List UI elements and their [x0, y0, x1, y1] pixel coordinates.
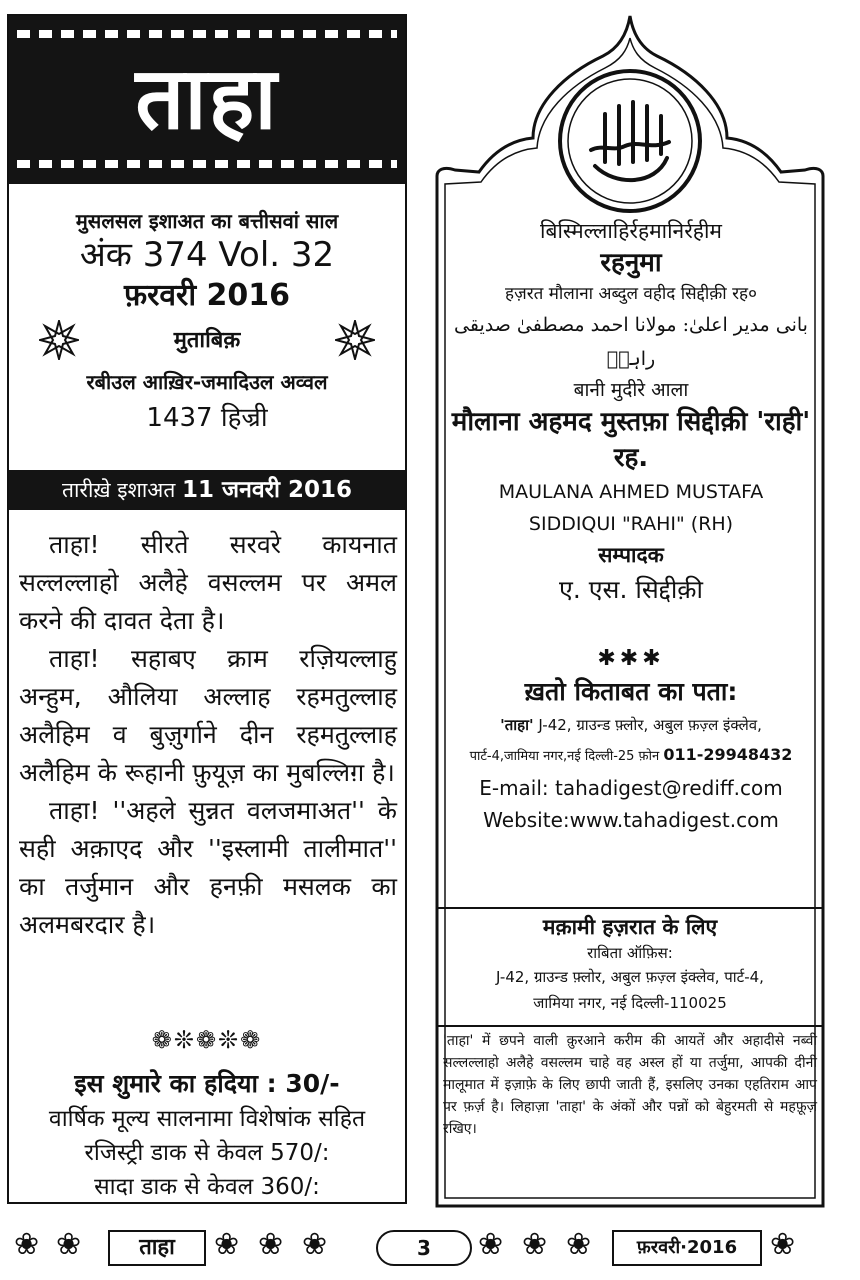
flower-ornament-icon: ❀ — [56, 1227, 82, 1262]
mission-paragraph: ताहा! ''अहले सुन्नत वलजमाअत'' के सही अक़ाएद और ''इस्लामी तालीमात'' का तर्जुमान और हनफ़ी मसलक का अलमबरदार है। — [19, 796, 397, 939]
price-block — [9, 1066, 405, 1204]
phone-number: 011-29948432 — [663, 745, 793, 764]
flower-ornament-icon: ❀ — [14, 1227, 40, 1262]
address-line-1: 'ताहा' J-42, ग्राउन्ड फ़्लोर, अबुल फ़ज़्ल इंक्लेव, — [500, 716, 762, 734]
film-strip-top — [17, 30, 397, 38]
page-number: 3 — [376, 1230, 472, 1266]
urdu-founder-line: بانی مدیر اعلیٰ: مولانا احمد مصطفیٰ صدیقی راہیؔ — [454, 314, 808, 370]
registered-post-price: रजिस्ट्री डाक से केवल 570/: — [84, 1140, 330, 1166]
masthead — [9, 16, 405, 184]
local-subtitle: राबिता ऑफ़िस: — [587, 944, 673, 962]
magazine-logo: ताहा — [135, 49, 279, 149]
ordinary-post-price: सादा डाक से केवल 360/: — [94, 1174, 320, 1200]
local-office-block — [443, 912, 817, 1016]
respect-notice: 'ताहा' में छपने वाली क़ुरआने करीम की आयतें और अहादीसे नब्वी सल्लल्लाहो अलैहे वसल्लम चाहे वह अस्ल हों या तर्जुमा, आपकी दीनी मालूमात में इज़ाफ़े के लिए छापी जाती हैं, इसलिए उनका एहतिराम आप पर फ़र्ज़ है। लिहाज़ा 'ताहा' के अंकों और पन्नों को बेहुरमती से महफ़ूज़ रखिए। — [443, 1033, 817, 1137]
local-address-line-1: J-42, ग्राउन्ड फ़्लोर, अबुल फ़ज़्ल इंक्लेव, पार्ट-4, — [496, 968, 764, 986]
issue-number: अंक 374 Vol. 32 — [79, 235, 335, 275]
address-line-2: पार्ट-4,जामिया नगर,नई दिल्ली-25 फ़ोन 011-29948432 — [469, 745, 793, 764]
email-address: E-mail: tahadigest@rediff.com — [479, 776, 783, 800]
rahnuma-name: हज़रत मौलाना अब्दुल वहीद सिद्दीक़ी रह० — [505, 284, 757, 304]
star-icon — [335, 320, 375, 360]
left-column — [7, 14, 407, 1204]
founder-name: मौलाना अहमद मुस्तफ़ा सिद्दीक़ी 'राही' रह. — [451, 407, 811, 473]
mutabiq-label: मुताबिक़ — [173, 328, 241, 353]
flower-ornament-icon: ❀ — [566, 1227, 592, 1262]
mission-statement — [19, 526, 397, 944]
footer-month: फ़रवरी·2016 — [612, 1230, 762, 1266]
annual-price-label: वार्षिक मूल्य सालनामा विशेषांक सहित — [48, 1106, 366, 1132]
address-brand: 'ताहा' — [500, 716, 534, 734]
rahnuma-title: रहनुमा — [600, 248, 662, 278]
hijri-year: 1437 हिज्री — [146, 403, 268, 433]
editor-title: सम्पादक — [598, 543, 664, 567]
flower-ornament-icon: ❀ — [302, 1227, 328, 1262]
publication-date-bar — [9, 470, 405, 510]
flower-ornament-icon: ❀ — [770, 1227, 796, 1262]
editor-name: ए. एस. सिद्दीक़ी — [559, 575, 703, 604]
bismillah-text: बिस्मिल्लाहिर्रहमानिर्रहीम — [540, 219, 722, 243]
flower-ornament-icon: ❀ — [478, 1227, 504, 1262]
address-title: ख़तो किताबत का पता: — [524, 677, 738, 706]
mission-paragraph: ताहा! सहाबए क्राम रज़ियल्लाहु अन्हुम, औलिया अल्लाह रहमतुल्लाह अलैहिम व बुज़ुर्गाने दीन रहमतुल्लाह अलैहिम के रूहानी फ़ुयूज़ का मुबल्लिग़ है। — [19, 644, 397, 787]
stars-divider: ✱✱✱ — [597, 646, 665, 671]
flower-ornament-icon: ❀ — [522, 1227, 548, 1262]
issue-month: फ़रवरी 2016 — [123, 278, 291, 313]
flower-ornament-icon: ❀ — [214, 1227, 240, 1262]
founder-name-english-1: MAULANA AHMED MUSTAFA — [498, 481, 764, 503]
page-footer — [0, 1216, 860, 1276]
issue-price: इस शुमारे का हदिया : 30/- — [74, 1069, 340, 1098]
hijri-months: रबीउल आख़िर-जमादिउल अव्वल — [86, 370, 328, 394]
film-strip-bottom — [17, 160, 397, 168]
pubdate-date: 11 जनवरी 2016 — [182, 477, 353, 503]
right-column — [433, 0, 827, 1210]
founder-title: बानी मुदीरे आला — [573, 379, 689, 401]
local-title: मक़ामी हज़रात के लिए — [542, 915, 718, 939]
star-icon — [39, 320, 79, 360]
bismillah-calligraphy-seal — [555, 66, 705, 216]
website-address: Website:www.tahadigest.com — [483, 808, 779, 832]
footer-magazine-name: ताहा — [108, 1230, 206, 1266]
pubdate-prefix: तारीख़े इशाअत — [61, 478, 176, 502]
ornament-divider: ❁❊❁❊❁ — [151, 1026, 263, 1054]
mission-paragraph: ताहा! सीरते सरवरे कायनात सल्लल्लाहो अलैहे वसल्लम पर अमल करने की दावत देता है। — [19, 530, 397, 635]
flower-ornament-icon: ❀ — [258, 1227, 284, 1262]
local-address-line-2: जामिया नगर, नई दिल्ली-110025 — [533, 994, 727, 1012]
founder-name-english-2: SIDDIQUI "RAHI" (RH) — [528, 513, 734, 535]
editorial-info — [439, 216, 823, 836]
issue-info — [9, 184, 405, 438]
year-line: मुसलसल इशाअत का बत्तीसवां साल — [75, 209, 339, 233]
